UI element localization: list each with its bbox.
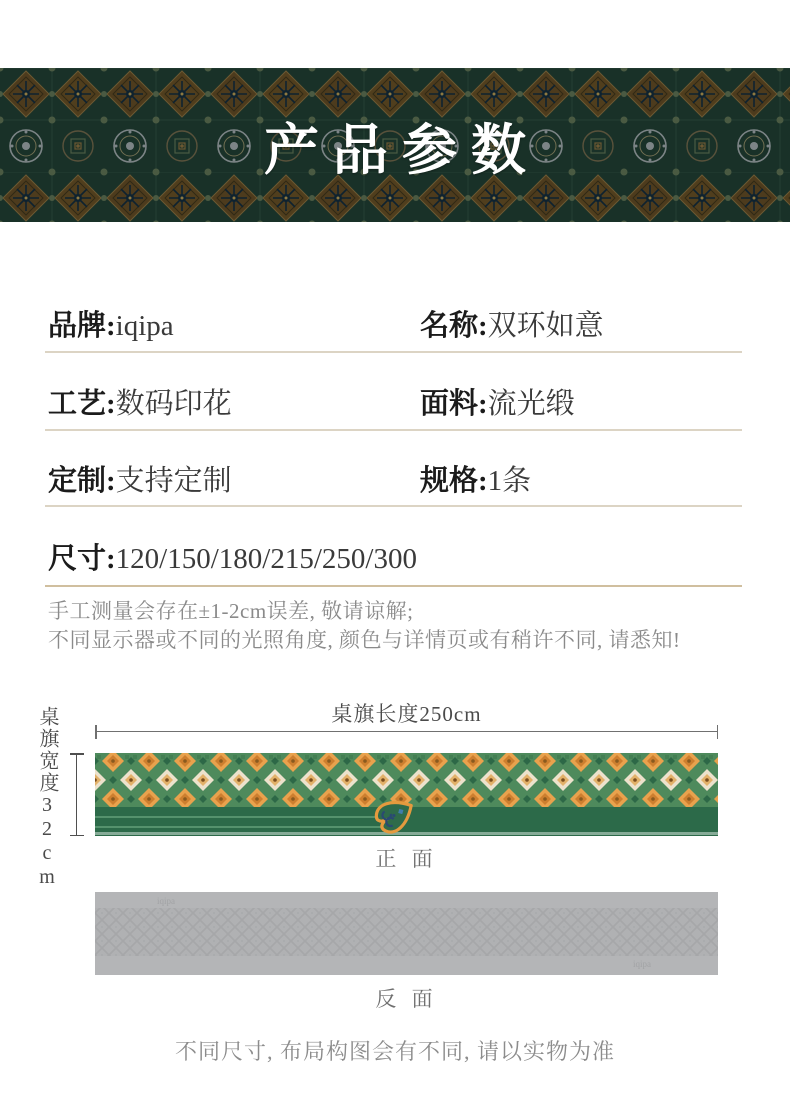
- runner-width-label: 桌旗宽度32cm: [36, 706, 58, 890]
- spec-brand-label: 品牌:: [48, 310, 116, 342]
- spec-name-value: 双环如意: [487, 310, 604, 342]
- runner-back-graphic: [95, 892, 718, 975]
- banner: [0, 68, 790, 222]
- spec-brand-value: iqipa: [115, 310, 174, 342]
- spec-custom-label: 定制:: [48, 465, 116, 497]
- spec-fabric: [420, 381, 575, 422]
- divider: [45, 351, 742, 353]
- runner-length-label: 桌旗长度250cm: [331, 702, 482, 726]
- disclaimer-line-1: 手工测量会存在±1-2cm误差, 敬请谅解;: [48, 599, 414, 623]
- divider: [45, 505, 742, 507]
- divider: [45, 429, 742, 431]
- runner-back-image: [95, 892, 718, 975]
- divider: [45, 585, 742, 587]
- spec-quantity: [420, 458, 531, 499]
- page-title: 产品参数: [263, 119, 540, 181]
- footer-note: 不同尺寸, 布局构图会有不同, 请以实物为准: [174, 1039, 615, 1064]
- spec-name: [420, 303, 604, 344]
- spec-quantity-value: 1条: [487, 465, 532, 497]
- back-watermark-bottom-right: iqipa: [633, 959, 651, 969]
- spec-row-custom-spec: [48, 458, 748, 498]
- length-measure-line: [95, 731, 718, 732]
- spec-row-craft-fabric: [48, 381, 748, 421]
- spec-craft: [48, 381, 232, 422]
- spec-craft-label: 工艺:: [48, 388, 116, 420]
- runner-front-image: [95, 753, 718, 836]
- disclaimer-line-2: 不同显示器或不同的光照角度, 颜色与详情页或有稍许不同, 请悉知!: [48, 628, 681, 652]
- disclaimer-text: [48, 597, 681, 655]
- spec-quantity-label: 规格:: [420, 465, 488, 497]
- spec-name-label: 名称:: [420, 310, 488, 342]
- back-watermark-top-left: iqipa: [157, 896, 175, 906]
- spec-custom-value: 支持定制: [115, 465, 232, 497]
- width-measure-line: [76, 753, 77, 836]
- spec-size-value: 120/150/180/215/250/300: [115, 543, 417, 575]
- spec-custom: [48, 458, 232, 499]
- spec-brand: [48, 303, 174, 344]
- spec-size-label: 尺寸:: [48, 543, 116, 575]
- spec-fabric-value: 流光缎: [487, 388, 575, 420]
- spec-craft-value: 数码印花: [115, 388, 232, 420]
- spec-row-brand-name: [48, 303, 748, 343]
- spec-size: [48, 536, 417, 577]
- spec-row-size: [48, 536, 748, 576]
- back-side-label: 反 面: [375, 987, 438, 1011]
- runner-front-graphic: [95, 753, 718, 836]
- front-side-label: 正 面: [375, 847, 438, 871]
- spec-fabric-label: 面料:: [420, 388, 488, 420]
